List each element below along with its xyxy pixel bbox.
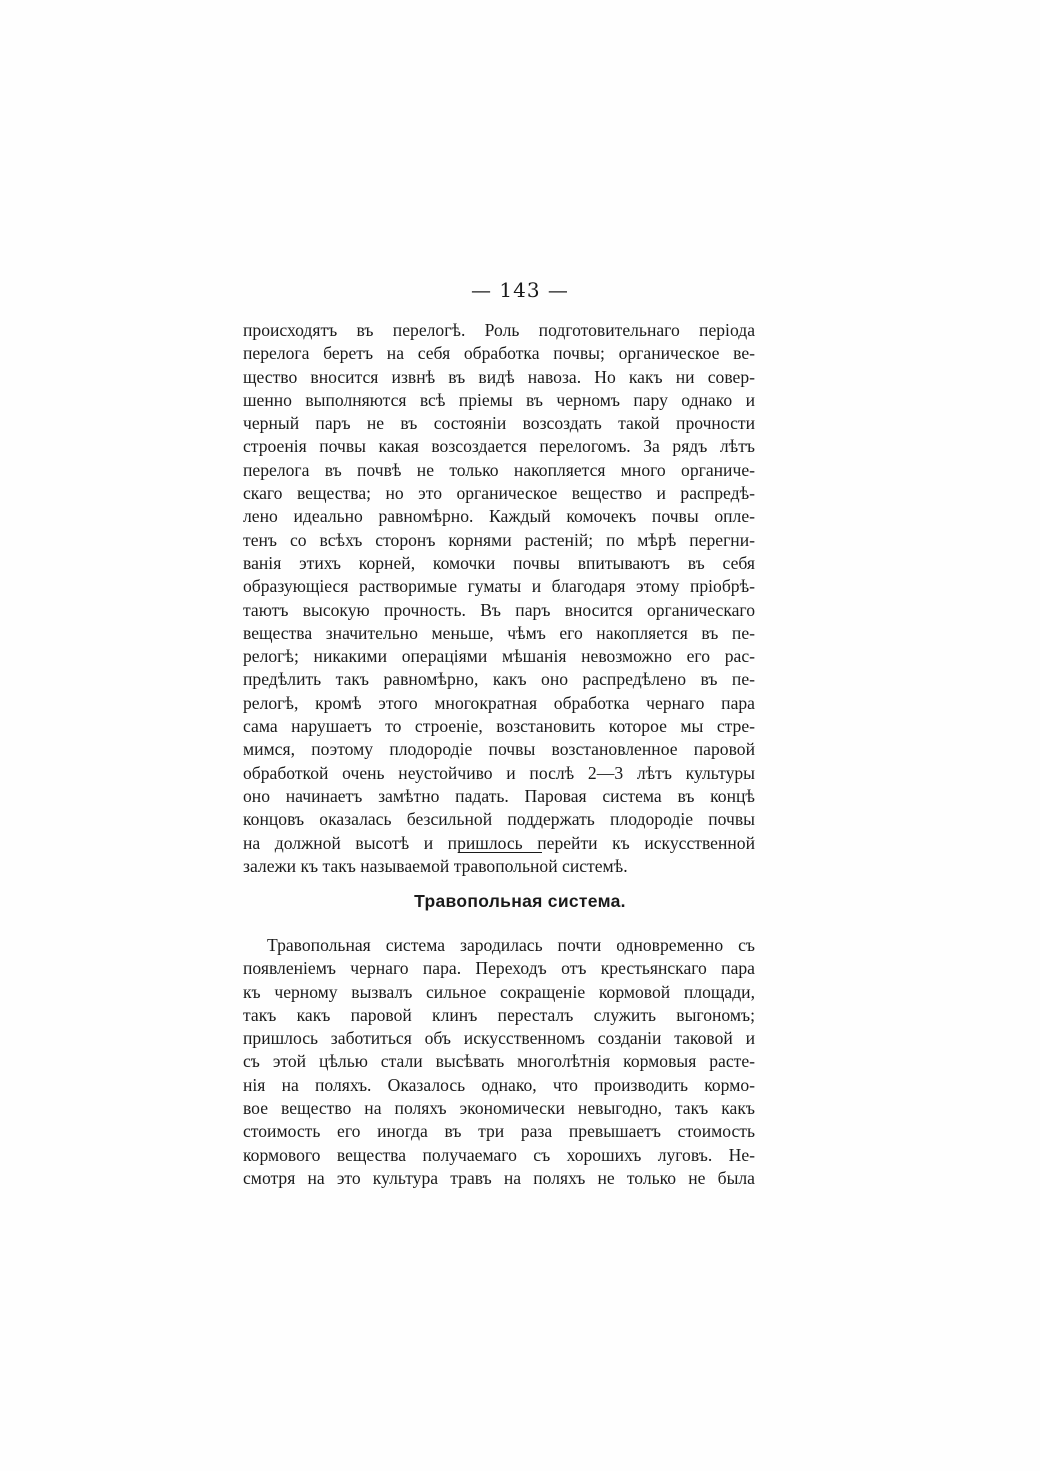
text-line: перелога въ почвѣ не только накопляется много органиче- bbox=[243, 459, 755, 480]
text-line: обработкой очень неустойчиво и послѣ 2—3 лѣтъ культуры bbox=[243, 762, 755, 783]
text-line: черный паръ не въ состояніи возсоздать такой прочности bbox=[243, 413, 755, 434]
text-line: перелога беретъ на себя обработка почвы; органическое ве- bbox=[243, 343, 755, 364]
text-line: происходятъ въ перелогѣ. Роль подготовительнаго періода bbox=[243, 320, 755, 340]
text-line: оно начинаетъ замѣтно падать. Паровая система въ концѣ bbox=[243, 785, 755, 806]
text-line: образующіеся растворимые гуматы и благодаря этому пріобрѣ- bbox=[243, 576, 755, 597]
text-line: строенія почвы какая возсоздается перелогомъ. За рядъ лѣтъ bbox=[243, 436, 755, 457]
text-line: релогѣ, кромѣ этого многократная обработка чернаго пара bbox=[243, 692, 755, 713]
text-line: тенъ со всѣхъ сторонъ корнями растеній; по мѣрѣ перегни- bbox=[243, 529, 755, 550]
text-line: кормового вещества получаемаго съ хорошихъ луговъ. Не- bbox=[243, 1144, 755, 1165]
section-heading: Травопольная система. bbox=[414, 891, 626, 911]
text-line: щество вносится извнѣ въ видѣ навоза. Но какъ ни совер- bbox=[243, 366, 755, 387]
text-line: релогѣ; никакими операціями мѣшанія невозможно его рас- bbox=[243, 646, 755, 667]
text-line: вое вещество на поляхъ экономически невыгодно, такъ какъ bbox=[243, 1098, 755, 1119]
text-line: нія на поляхъ. Оказалось однако, что производить кормо- bbox=[243, 1074, 755, 1095]
section-separator-rule bbox=[458, 852, 542, 853]
text-line: предѣлить такъ равномѣрно, какъ оно распредѣлено въ пе- bbox=[243, 669, 755, 690]
paragraph-perelog bbox=[243, 319, 755, 878]
text-line: вещества значительно меньше, чѣмъ его накопляется въ пе- bbox=[243, 622, 755, 643]
text-line: лено идеально равномѣрно. Каждый комочекъ почвы опле- bbox=[243, 506, 755, 527]
text-line: таютъ высокую прочность. Въ паръ вносится органическаго bbox=[243, 599, 755, 620]
text-line: смотря на это культура травъ на поляхъ не только не была bbox=[243, 1167, 755, 1188]
text-line: шенно выполняются всѣ пріемы въ черномъ пару однако и bbox=[243, 389, 755, 410]
page-number: — 143 — bbox=[471, 278, 569, 302]
text-line: такъ какъ паровой клинъ пересталъ служить выгономъ; bbox=[243, 1004, 755, 1025]
text-line: залежи къ такъ называемой травопольной системѣ. bbox=[243, 855, 628, 876]
text-line: скаго вещества; но это органическое вещество и распредѣ- bbox=[243, 483, 755, 504]
text-line: пришлось заботиться объ искусственномъ созданіи таковой и bbox=[243, 1028, 755, 1049]
text-line: ванія этихъ корней, комочки почвы впитываютъ въ себя bbox=[243, 552, 755, 573]
paragraph-travopolnaya bbox=[243, 934, 755, 1190]
text-line: къ черному вызвалъ сильное сокращеніе кормовой площади, bbox=[243, 981, 755, 1002]
text-line: стоимость его иногда въ три раза превышаетъ стоимость bbox=[243, 1121, 755, 1142]
text-line: съ этой цѣлью стали высѣвать многолѣтнія кормовыя расте- bbox=[243, 1051, 755, 1072]
text-line: Травопольная система зародилась почти одновременно съ bbox=[267, 935, 755, 955]
text-line: на должной высотѣ и пришлось перейти къ искусственной bbox=[243, 832, 755, 853]
text-line: сама нарушаетъ то строеніе, возстановить которое мы стре- bbox=[243, 716, 755, 737]
text-line: появленіемъ чернаго пара. Переходъ отъ крестьянскаго пара bbox=[243, 958, 755, 979]
text-line: концовъ оказалась безсильной поддержать плодородіе почвы bbox=[243, 809, 755, 830]
text-line: мимся, поэтому плодородіе почвы возстановленное паровой bbox=[243, 739, 755, 760]
